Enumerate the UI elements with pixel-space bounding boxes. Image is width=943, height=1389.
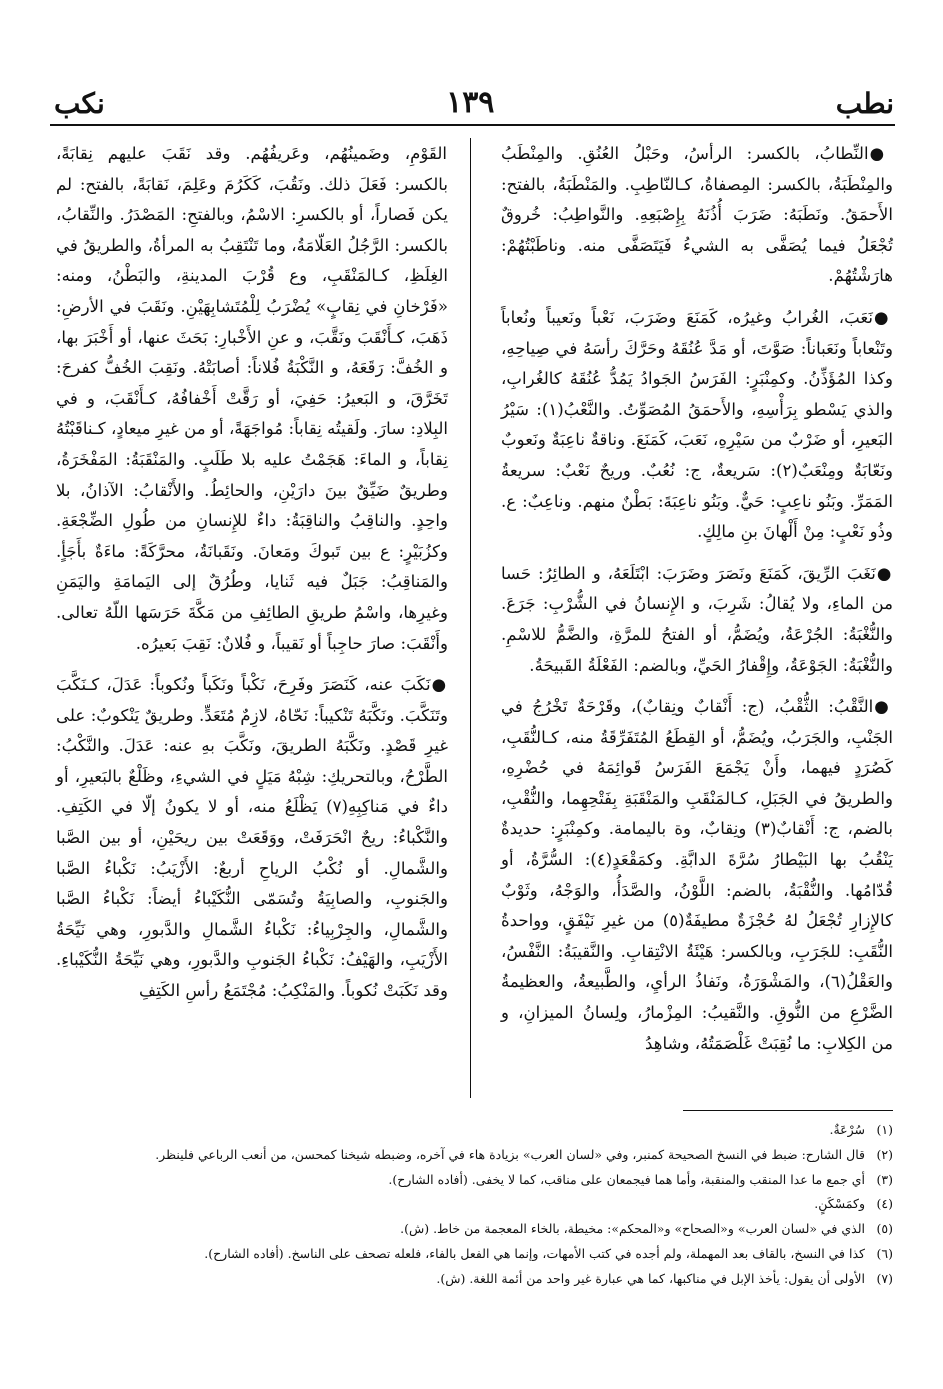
entry-naqb — [501, 691, 893, 1059]
footnote-text: الذي في «لسان العرب» و«الصحاح» و«المحكم»: مخيطة، بالخاء المعجمة من خاط. (ش). — [400, 1221, 865, 1237]
right-headword: نطب — [835, 87, 894, 120]
footnote — [53, 1143, 893, 1168]
footnotes — [53, 1118, 893, 1292]
footnote-text: وكمَسْكَنٍ. — [814, 1196, 865, 1212]
footnote-text: سُرْعَةٌ. — [829, 1122, 865, 1137]
footnote-text: قال الشارح: ضبط في النسخ الصحيحة كمنبر، وفي «لسان العرب» بزيادة هاء في آخره، وضبطه شيخنا كمحسن، من أنعب الرباعي فلينظر. — [155, 1146, 865, 1162]
left-headword: نكب — [54, 87, 105, 120]
entry-naghab — [501, 558, 893, 681]
footnote-number: (٦) — [876, 1245, 893, 1261]
footnote-number: (٣) — [876, 1171, 893, 1187]
bullet-icon: ● — [874, 306, 893, 327]
bullet-icon: ● — [431, 674, 448, 695]
entry-text: نَعَبَ، الغُرابُ وغيرُه، كَمَنَعَ وضَرَبَ، نَعْباً ونَعيباً ونُعاباً وتَنْعاباً ونَعَباناً: صَوَّتَ، أو مَدَّ عُنُقَهُ وحَرَّكَ رأسَهُ في صِياحِهِ، وكذا المُؤَذِّنُ. وكمِنْبَرٍ: الفَرَسُ الجَوادُ يَمُدُّ عُنُقَهُ كالغُرابِ، والذي يَسْطو بِرَأْسِهِ، والأَحمَقُ المُصَوِّتُ. والنَّعْبُ(١): سَيْرُ البَعيرِ، أو ضَرْبٌ من سَيْرِهِ، نَعَبَ، كَمَنَعَ. وناقةٌ ناعِبَةٌ ونَعوبٌ ونَعّابَةٌ ومِنْعَبٌ(٢): سَريعةٌ، ج: نُعُبٌ. وريحٌ نَعْبٌ: سريعةُ المَمَرِّ. وبَنُو ناعِبٍ: حَيٌّ. وبَنُو ناعِبَةَ: بَطْنٌ منهم. وناعِبٌ: ع. وذُو نَعْبٍ: مِنْ أَلْهانَ بنِ مالِكٍ. — [501, 307, 893, 542]
entry-naab — [501, 302, 893, 548]
footnote-text: أي جمع ما عدا المنقب والمنقبة، وأما هما فيجمعان على مناقب، كما لا يخفى. (أفاده الشارح). — [388, 1171, 865, 1187]
page-header — [54, 78, 894, 118]
footnote-separator — [683, 1110, 893, 1111]
entry-text: نَغَبَ الرِّيقَ، كَمَنَعَ ونَصَرَ وضَرَبَ: ابْتَلَعَهُ، و الطائِرُ: حَسا من الماءِ، ولا يُقالُ: شَرِبَ، و الإِنسانُ في الشُّرْبِ: جَرَعَ. والنُّغْبَةُ: الجُرْعَةُ، ويُضَمُّ، أو الفتحُ للمرَّةِ، والضَّمُّ للاسْمِ. والنُّغْبَةُ: الجَوْعَةُ، وإِقْفارُ الحَيِّ، وبالضم: الفَعْلَةُ القَبيحَةُ. — [501, 563, 893, 675]
bullet-icon: ● — [876, 562, 894, 583]
footnote — [53, 1168, 893, 1193]
entry-text: النِّطابُ، بالكسر: الرأسُ، وحَبْلُ العُنُقِ. والمِنْطَبُ والمِنْطَبَةُ، بالكسر: المِصفاةُ، كـالنّاطِبِ. والمَنْطَبَةُ، بالفتح: الأَحمَقُ. ونَطَبَهُ: ضَرَبَ أُذُنَهُ بِإِصْبَعِهِ. والنَّواطِبُ: خُروقٌ تُجْعَلُ فيما يُصَفَّى به الشيءُ فَيَتَصَفَّى منه. وناطَبْتُهُمْ: هارَشْتُهُمْ. — [501, 144, 893, 286]
entry-text: نَكَبَ عنه، كَنَصَرَ وفَرِحَ، نَكْباً ونَكَباً ونُكوباً: عَدَلَ، كـنَكَّبَ وتَنَكَّبَ. ونَكَّبَهُ تَنْكيباً: نَحّاهُ، لازِمٌ مُتَعَدٍّ. وطريقٌ يَنْكوبٌ: على غيرِ قَصْدٍ. ونَكَّبَهُ الطريقَ، ونَكَّبَ بهِ عنه: عَدَلَ. والنَّكْبُ: الطَّرْحُ، وبالتحريكِ: شِبْهُ مَيَلٍ في الشيءِ، وظَلْعٌ بالبَعيرِ، أو داءٌ في مَناكِبِهِ(٧) يَظْلَعُ منه، أو لا يكونُ إلّا في الكَتِفِ. والنَّكْباءُ: ريحٌ انْحَرَفَتْ، ووَقَعَتْ بين ريحَيْنِ، أو بين الصَّبا والشَّمالِ. أو نُكْبُ الرياحِ أربعٌ: الأَزْيَبُ: نَكْباءُ الصَّبا والجَنوبِ، والصابِيَةُ وتُسَمّى النُّكَيْباءُ أيضاً: نَكْباءُ الصَّبا والشَّمالِ، والجِرْبِياءُ: نَكْباءُ الشَّمالِ والدَّبورِ، وهي نَيِّحَةُ الأَزْيَبِ، والهَيْفُ: نَكْباءُ الجَنوبِ والدَّبورِ، وهي نَيِّحَةُ النُّكَيْباءِ. وقد نَكَبَتْ نُكوباً. والمَنْكِبُ: مُجْتَمَعُ رأسِ الكَتِفِ — [56, 675, 448, 1001]
column-left — [56, 138, 448, 1017]
column-divider — [470, 138, 471, 1098]
entry-text: القَوْمِ، وضَمينُهُم، وعَريفُهُم. وقد نَقَبَ عليهم نِقابَةً، بالكسر: فَعَلَ ذلك. ونَقُبَ، كَكَرُمَ وعَلِمَ، نَقابَةً، بالفتح: لم يكن فَصاراً، أو بالكسرِ: الاسْمُ، وبالفتحِ: المَصْدَرُ. والنِّقابُ، بالكسر: الرَّجُلُ العَلّامَةُ، وما تَنْتَقِبُ به المرأةُ، والطريقُ في الغِلَظِ، كـالمَنْقَبِ، وع قُرْبَ المدينةِ، والبَطْنُ، ومنه: «فَرْخانِ في نِقابٍ» يُضْرَبُ لِلْمُتَشابِهَيْنِ. ونَقَبَ في الأرضِ: ذَهَبَ، كـأَنْقَبَ ونَقَّبَ، و عنِ الأَخْبارِ: بَحَثَ عنها، أو أَخْبَرَ بها، و الخُفَّ: رَقَعَهُ، و النَّكْبَةُ فُلاناً: أصابَتْهُ. ونَقِبَ الخُفُّ كفرحَ: تَخَرَّقَ، و البَعيرُ: حَفِيَ، أو رَقَّتْ أَخْفافُهُ، كـأَنْقَبَ، و في البِلادِ: سارَ. ولَقيتُه نِقاباً: مُواجَهَةً، أو من غيرِ ميعادٍ، كـناقَبْتُهُ نِقاباً، و الماءَ: هَجَمْتُ عليه بلا طَلَبٍ. والمَنْقَبَةُ: المَفْخَرَةُ، وطريقٌ ضَيِّقٌ بينَ دارَيْنِ، والحائِطُ. والأَنْقابُ: الآذانُ، بلا واحِدٍ. والناقِبُ والناقِبَةُ: داءٌ للإِنسانِ من طُولِ الضِّجْعَةِ. وكزُبَيْرٍ: ع بين تَبوكَ ومَعانَ. ونَقَبانَةُ، محرَّكَةً: ماءَةٌ بأَجَأٍ. والمَناقِبُ: جَبَلٌ فيه ثَنايا، وطُرُقٌ إلى اليَمامَةِ واليَمَنِ وغيرِها، واسْمُ طريقِ الطائِفِ من مَكَّةَ حَرَسَها اللّهُ تعالى. وأَنْقَبَ: صارَ حاجِباً أو نَقيباً، و فُلانٌ: نَقِبَ بَعيرُه. — [56, 144, 448, 653]
footnote-number: (٥) — [876, 1221, 893, 1237]
footnote — [53, 1192, 893, 1217]
footnote — [53, 1267, 893, 1292]
footnote-number: (٧) — [876, 1270, 893, 1286]
column-right — [501, 138, 893, 1069]
footnote-text: كذا في النسخ، بالقاف بعد المهملة، ولم أجده في كتب الأمهات، وإنما هي الفعل بالفاء، فلعله تصحف على الناسخ. (أفاده الشارح). — [204, 1245, 865, 1261]
page-number: ١٣٩ — [446, 85, 495, 120]
bullet-icon: ● — [869, 143, 893, 163]
footnote-number: (٤) — [876, 1196, 893, 1212]
entry-nakab — [56, 669, 448, 1007]
header-rule — [50, 124, 895, 126]
entry-text: النَّقْبُ: الثُّقْبُ، (ج: أَنْقابٌ ونِقابٌ)، وقَرْحَةٌ تَخْرُجُ في الجَنْبِ، والجَرَبُ، ويُضَمُّ، أو القِطَعُ المُتَفَرِّقَةُ منه، كـالنُّقَبِ، كَصُرَدٍ فيهما، وأَنْ يَجْمَعَ الفَرَسُ قَوائِمَهُ في حُضْرِهِ، والطريقُ في الجَبَلِ، كـالمَنْقَبِ والمَنْقَبَةِ بِفَتْحِهِما، والنُّقْبِ، بالضم، ج: أَنْقابٌ(٣) ونِقابٌ، وة باليمامة. وكمِنْبَرٍ: حديدةٌ يَنْقُبُ بها البَيْطارُ سُرَّةَ الدابَّةِ. وكمَقْعَدٍ(٤): السُّرَّةُ، أو قُدّامُها. والنُّقْبَةُ، بالضم: اللَّوْنُ، والصَّدَأُ، والوَجْهُ، وثَوْبٌ كالإِزارِ تُجْعَلُ لهُ حُجْزَةٌ مطيفَةٌ(٥) من غيرِ نَيْفَقٍ، وواحدةُ النُّقَبِ: للجَرَبِ، وبالكسر: هَيْئَةُ الانْتِقابِ. والنَّقيبَةُ: النَّفْسُ، والعَقْلُ(٦)، والمَشْوَرَةُ، ونَفاذُ الرأيِ، والطَّبيعةُ، والعظيمةُ الضَّرْعِ من النُّوقِ. والنَّقيبُ: المِزْمارُ، ولِسانُ الميزانِ، و من الكِلابِ: ما نُقِبَتْ غَلْصَمَتُهُ، وشاهِدُ — [501, 697, 893, 1053]
footnote — [53, 1242, 893, 1267]
footnote — [53, 1118, 893, 1143]
entry-natb — [501, 138, 893, 292]
footnote — [53, 1217, 893, 1242]
footnote-number: (١) — [876, 1122, 893, 1137]
bullet-icon: ● — [874, 696, 893, 717]
footnote-text: الأولى أن يقول: يأخذ الإبل في مناكبها، كما هي عبارة غير واحد من أئمة اللغة. (ش). — [436, 1270, 865, 1286]
entry-naqb-continued — [56, 138, 448, 659]
footnote-number: (٢) — [876, 1146, 893, 1162]
